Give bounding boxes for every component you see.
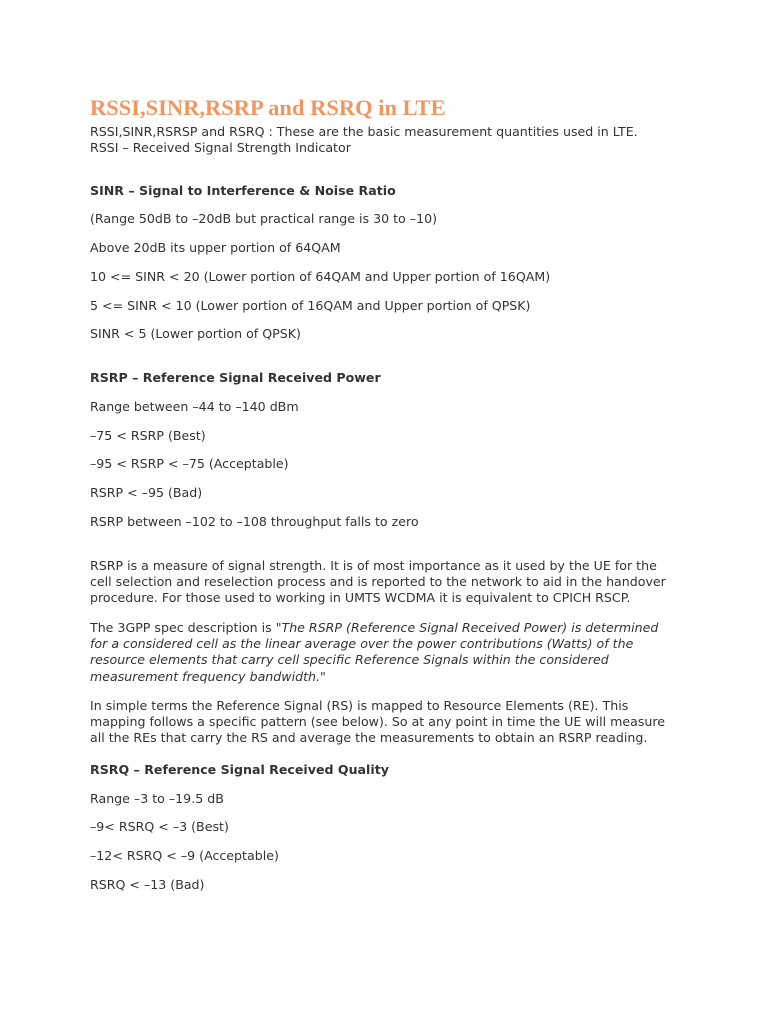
rsrp-line: RSRP < –95 (Bad) [90, 485, 203, 500]
paragraph-line: procedure. For those used to working in UMTS WCDMA it is equivalent to CPICH RSCP. [90, 590, 631, 606]
rsrp-line: –95 < RSRP < –75 (Acceptable) [90, 456, 289, 471]
spec-lead: The 3GPP spec description is [90, 620, 276, 635]
sinr-line: 10 <= SINR < 20 (Lower portion of 64QAM and Upper portion of 16QAM) [90, 269, 551, 284]
paragraph-line: all the REs that carry the RS and average the measurements to obtain an RSRP reading. [90, 730, 648, 746]
spec-quote: "The RSRP (Reference Signal Received Power) is determined [275, 620, 659, 635]
rsrp-line: RSRP between –102 to –108 throughput falls to zero [90, 514, 419, 529]
rsrp-mapping-paragraph [90, 698, 680, 747]
sinr-line: 5 <= SINR < 10 (Lower portion of 16QAM and Upper portion of QPSK) [90, 298, 531, 313]
spec-quote: measurement frequency bandwidth." [90, 668, 326, 684]
rsrq-line: –12< RSRQ < –9 (Acceptable) [90, 848, 279, 863]
spec-quote: resource elements that carry cell specific Reference Signals within the considered [90, 652, 609, 668]
intro-line: RSSI,SINR,RSRSP and RSRQ : These are the basic measurement quantities used in LTE. [90, 124, 638, 139]
rsrp-line: Range between –44 to –140 dBm [90, 399, 299, 414]
sinr-line: (Range 50dB to –20dB but practical range is 30 to –10) [90, 211, 438, 226]
sinr-heading: SINR – Signal to Interference & Noise Ratio [90, 183, 396, 198]
rsrp-spec-paragraph [90, 620, 680, 685]
sinr-line: SINR < 5 (Lower portion of QPSK) [90, 326, 301, 341]
rsrp-paragraph [90, 558, 680, 607]
paragraph-line: In simple terms the Reference Signal (RS) is mapped to Resource Elements (RE). This [90, 698, 629, 713]
rsrp-heading: RSRP – Reference Signal Received Power [90, 370, 381, 385]
rsrq-line: Range –3 to –19.5 dB [90, 791, 224, 806]
paragraph-line: mapping follows a specific pattern (see below). So at any point in time the UE will measure [90, 714, 666, 730]
spec-quote: for a considered cell as the linear average over the power contributions (Watts) of the [90, 636, 634, 652]
sinr-line: Above 20dB its upper portion of 64QAM [90, 240, 341, 255]
paragraph-line: cell selection and reselection process and is reported to the network to aid in the handover [90, 574, 666, 590]
paragraph-line [90, 620, 680, 636]
rsrq-line: RSRQ < –13 (Bad) [90, 877, 205, 892]
rsrq-heading: RSRQ – Reference Signal Received Quality [90, 762, 389, 777]
rsrp-line: –75 < RSRP (Best) [90, 428, 206, 443]
intro-line: RSSI – Received Signal Strength Indicator [90, 140, 351, 155]
page-title: RSSI,SINR,RSRP and RSRQ in LTE [90, 95, 446, 120]
paragraph-line: RSRP is a measure of signal strength. It is of most importance as it used by the UE for the [90, 558, 657, 573]
rsrq-line: –9< RSRQ < –3 (Best) [90, 819, 229, 834]
